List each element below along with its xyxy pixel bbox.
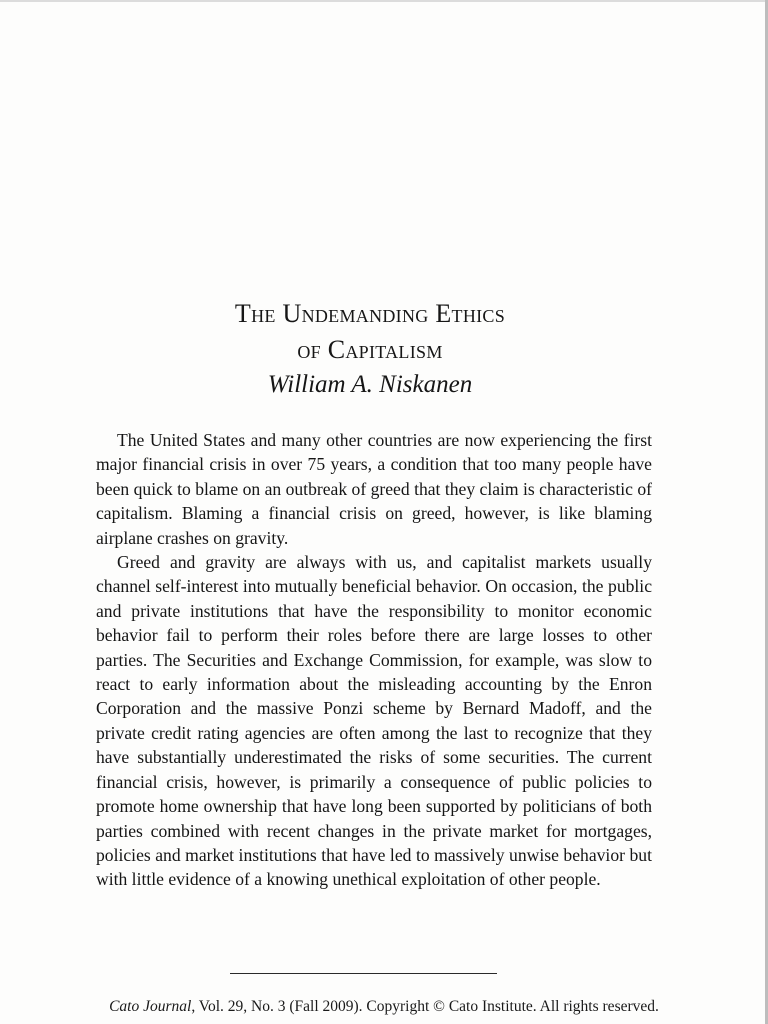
article-title-line-1: The Undemanding Ethics <box>234 299 506 328</box>
citation-footer <box>0 997 768 1017</box>
footnote-rule <box>230 973 497 974</box>
scan-edge-top <box>0 0 768 2</box>
body-paragraph-1: The United States and many other countries are now experiencing the first major financial crisis in over 75 years, a condition that too many people have been quick to blame on an outbreak of greed that they claim is characteristic of capitalism. Blaming a financial crisis on greed, however, is like blaming airplane crashes on gravity. <box>96 430 652 548</box>
citation-text: , Vol. 29, No. 3 (Fall 2009). Copyright © Cato Institute. All rights reserved. <box>191 998 659 1015</box>
journal-name: Cato Journal <box>109 998 192 1015</box>
article-header <box>0 296 740 402</box>
article-body <box>96 428 652 892</box>
article-author: William A. Niskanen <box>267 371 473 398</box>
article-title-line-2: of Capitalism <box>297 335 443 364</box>
body-paragraph-2: Greed and gravity are always with us, and capitalist markets usually channel self-interest into mutually beneficial behavior. On occasion, the public and private institutions that have the responsibility to monitor economic behavior fail to perform their roles before there are large losses to other parties. The Securities and Exchange Commission, for example, was slow to react to early information about the misleading accounting by the Enron Corporation and the massive Ponzi scheme by Bernard Madoff, and the private credit rating agencies are often among the last to recognize that they have substantially underestimated the risks of some securities. The current financial crisis, however, is primarily a consequence of public policies to promote home ownership that have long been supported by politicians of both parties combined with recent changes in the private market for mortgages, policies and market institutions that have led to massively unwise behavior but with little evidence of a knowing unethical exploitation of other people. <box>96 552 652 890</box>
